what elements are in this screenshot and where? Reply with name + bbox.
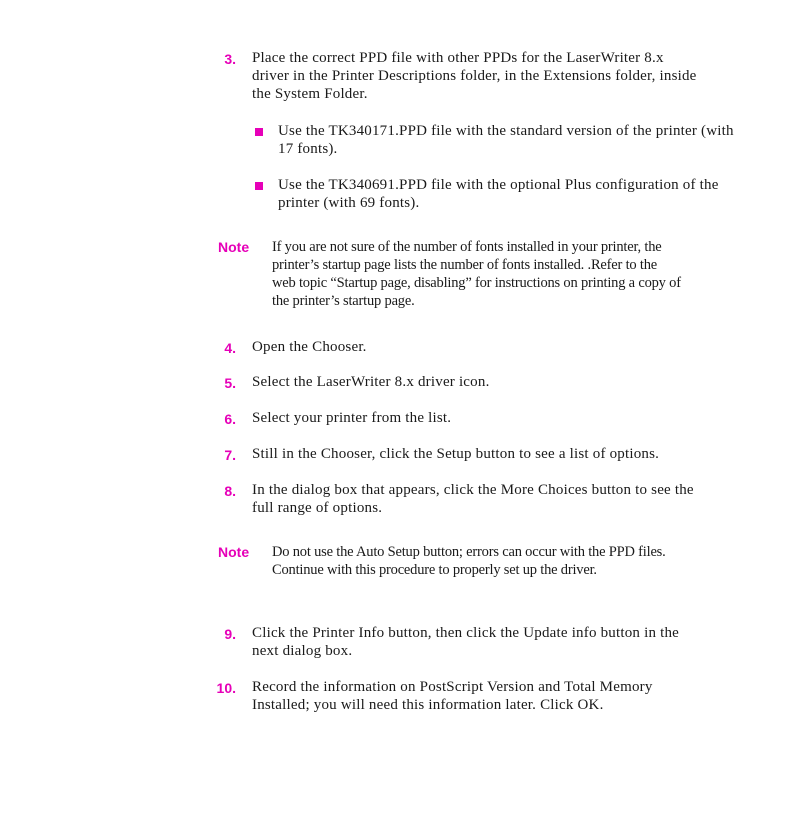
step-number: 8. bbox=[224, 483, 236, 499]
note-label: Note bbox=[218, 239, 250, 255]
step-number: 5. bbox=[224, 375, 236, 391]
step-text: Click the Printer Info button, then click the Update info button in the next dialog box. bbox=[252, 625, 680, 659]
square-bullet-icon bbox=[255, 182, 263, 190]
step-text: Place the correct PPD file with other PPDs for the LaserWriter 8.x driver in the Printer Descriptions folder, in the Extensions folder, inside the System Folder. bbox=[252, 50, 697, 102]
step-text: Select the LaserWriter 8.x driver icon. bbox=[252, 374, 490, 390]
note-text: Do not use the Auto Setup button; errors can occur with the PPD files. Continue with this procedure to properly set up the driver. bbox=[272, 544, 666, 578]
square-bullet-icon bbox=[255, 128, 263, 136]
note-text: If you are not sure of the number of fonts installed in your printer, the printer’s startup page lists the number of fonts installed. .Refer to the web topic “Startup page, disabling” for instructions on printing a copy of the printer’s startup page. bbox=[272, 239, 681, 309]
step-number: 10. bbox=[216, 680, 236, 696]
step-number: 6. bbox=[224, 411, 236, 427]
step-number: 9. bbox=[224, 626, 236, 642]
step-text: Still in the Chooser, click the Setup button to see a list of options. bbox=[252, 446, 660, 462]
step-number: 4. bbox=[224, 340, 236, 356]
bullet-text: Use the TK340691.PPD file with the optional Plus configuration of the printer (with 69 fonts). bbox=[278, 177, 719, 211]
step-text: In the dialog box that appears, click the More Choices button to see the full range of options. bbox=[252, 482, 694, 516]
step-text: Select your printer from the list. bbox=[252, 410, 452, 426]
step-text: Open the Chooser. bbox=[252, 339, 367, 355]
bullet-text: Use the TK340171.PPD file with the standard version of the printer (with 17 fonts). bbox=[278, 123, 734, 157]
step-text: Record the information on PostScript Version and Total Memory Installed; you will need this information later. Click OK. bbox=[252, 679, 653, 713]
step-number: 3. bbox=[224, 51, 236, 67]
step-number: 7. bbox=[224, 447, 236, 463]
note-label: Note bbox=[218, 544, 250, 560]
